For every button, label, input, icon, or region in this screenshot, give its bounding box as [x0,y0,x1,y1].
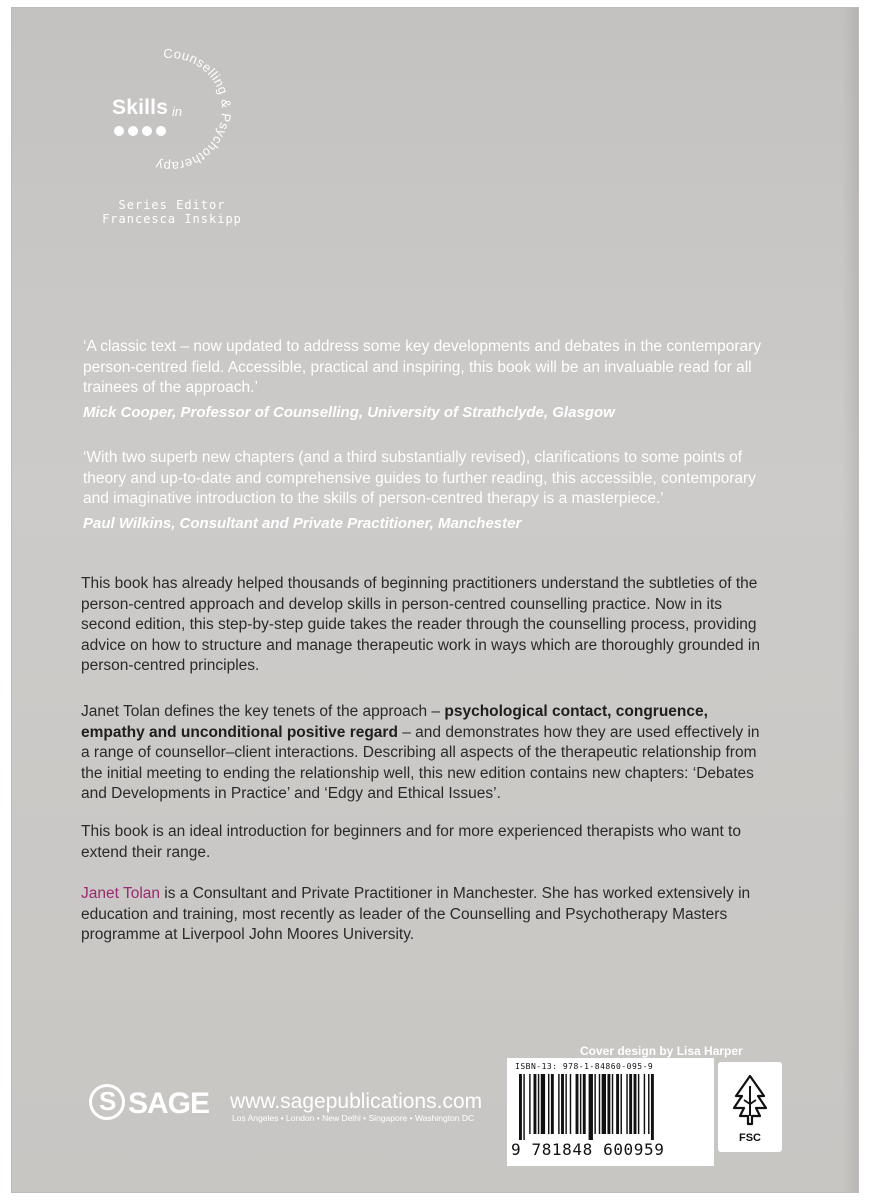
barcode-bar [616,1074,619,1134]
endorsement-quote-2 [83,448,763,534]
blurb-paragraph-1: This book has already helped thousands of beginning practitioners understand the subtleties of the person-centred approach and develop skills in person-centred counselling practice. Now in its second edition, this step-by-step guide takes the reader through the counselling process, providing advice on how to structure and manage therapeutic work in ways which are thoroughly grounded in person-centred principles. [81,575,760,674]
key-tenets: psychological contact, congruence, empathy and unconditional positive regard [81,703,708,741]
author-bio [81,884,771,946]
fsc-label: FSC [739,1132,761,1144]
blurb-paragraph-3: This book is an ideal introduction for beginners and for more experienced therapists who want to extend their range. [81,823,741,861]
barcode-bar [558,1074,559,1134]
fsc-logo [718,1062,782,1152]
barcode-bar [561,1074,564,1134]
cover-edge-shadow [842,8,858,1192]
barcode-bar [551,1074,554,1134]
barcode-bar [638,1074,639,1134]
barcode-bar [589,1074,593,1140]
quote-text: ‘With two superb new chapters (and a third substantially revised), clarifications to some points of theory and up-to-date and comprehensive guides to further reading, this accessible, contemporary and imaginative introduction to the skills of person-centred therapy is a masterpiece.’ [83,449,756,507]
sage-wordmark: SAGE [128,1087,210,1120]
publisher-url: www.sagepublications.com [230,1090,483,1113]
barcode-icon [517,1074,703,1140]
barcode-bar [644,1074,645,1134]
barcode-bar [576,1074,579,1134]
barcode-bar [580,1074,581,1134]
barcode-bar [599,1074,600,1134]
sage-logo [89,1084,209,1124]
barcode-box [507,1058,714,1166]
barcode-bar [629,1074,632,1134]
endorsement-quote-1 [83,337,763,423]
blurb-p2-start: Janet Tolan defines the key tenets of the approach – [81,703,445,720]
barcode-bar [626,1074,627,1134]
fsc-tree-icon [732,1074,768,1126]
barcode-bar [648,1074,649,1134]
barcode-bar [583,1074,586,1134]
barcode-bar [570,1074,571,1134]
barcode-bar [594,1074,595,1134]
series-logo-in: in [172,104,183,119]
publisher-cities: Los Angeles • London • New Delhi • Singapore • Washington DC [232,1113,475,1123]
series-editor-name: Francesca Inskipp [102,212,242,226]
barcode-bar [523,1074,524,1140]
barcode-bar [612,1074,613,1134]
barcode-bar [534,1074,537,1134]
author-bio-text: is a Consultant and Private Practitioner in Manchester. She has worked extensively in education and training, most recently as leader of the Counselling and Psychotherapy Masters programme at Liverpool John Moores University. [81,885,751,943]
logo-dot [156,126,166,136]
barcode-bar [634,1074,637,1134]
barcode-bar [621,1074,622,1134]
cover-design-credit: Cover design by Lisa Harper [580,1044,743,1058]
isbn-text: ISBN-13: 978-1-84860-095-9 [515,1062,654,1071]
logo-dot [142,126,152,136]
series-logo-ring-text: Counselling & Psychotherapy [153,45,235,175]
series-editor [72,198,272,226]
quote-attribution: Paul Wilkins, Consultant and Private Practitioner, Manchester [83,514,522,532]
blurb-p2-end: – and demonstrates how they are used effectively in a range of counsellor–client interactions. Describing all aspects of the therapeutic relationship from the initial meeting to ending the relationship well, this new edition contains new chapters: ‘Debates and Developments in Practice’ and ‘Edgy and Ethical Issues’. [81,723,760,802]
series-editor-label: Series Editor [118,198,226,212]
series-logo-skills: Skills [112,96,169,119]
series-logo-dots [114,121,170,140]
barcode-bar [538,1074,539,1134]
quote-text: ‘A classic text – now updated to address some key developments and debates in the contemporary person-centred field. Accessible, practical and inspiring, this book will be an invaluable read for all trainees of the approach.’ [83,338,762,396]
barcode-bar [607,1074,610,1134]
barcode-bar [565,1074,566,1134]
sage-circle-icon [89,1084,125,1120]
barcode-bar [548,1074,549,1134]
barcode-digits: 9 781848 600959 [511,1140,665,1159]
barcode-bar [529,1074,530,1134]
logo-dot [128,126,138,136]
barcode-bar [651,1074,654,1140]
quote-attribution: Mick Cooper, Professor of Counselling, University of Strathclyde, Glasgow [83,403,615,421]
barcode-bar [541,1074,545,1134]
author-name: Janet Tolan [81,885,160,902]
barcode-bar [519,1074,522,1140]
logo-dot [114,126,124,136]
blurb-paragraph-2 [81,702,771,805]
barcode-bar [602,1074,606,1134]
